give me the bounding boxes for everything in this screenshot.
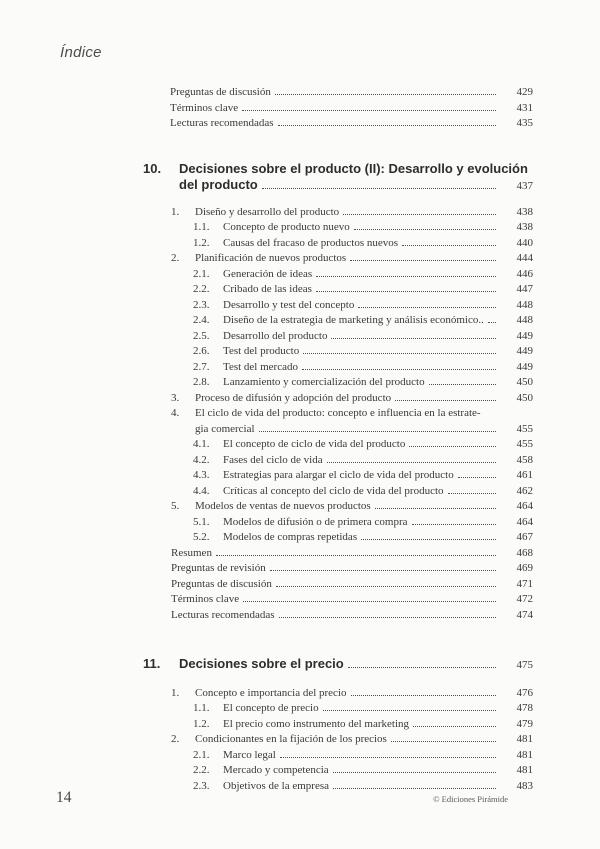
dot-leader [327, 461, 496, 463]
toc-row [179, 656, 533, 674]
entry-page-number: 450 [516, 391, 533, 404]
entry-label: Modelos de compras repetidas [223, 531, 358, 543]
toc-row [171, 748, 533, 764]
dot-leader [395, 399, 496, 401]
chapter-titles [179, 656, 533, 674]
entry-page-number: 450 [516, 376, 533, 388]
toc-row [171, 592, 533, 608]
entry-page-number: 474 [516, 608, 533, 621]
entry-number: 5. [171, 500, 180, 512]
dot-leader [333, 787, 496, 789]
entry-page-number: 461 [516, 469, 533, 481]
entry-label: Críticas al concepto del ciclo de vida del producto [223, 484, 444, 497]
entry-number: 2.7. [193, 360, 210, 373]
entry-label: Modelos de difusión o de primera compra [223, 515, 408, 528]
dot-leader [279, 616, 496, 618]
toc-row [171, 437, 533, 453]
toc-row [171, 484, 533, 500]
toc-row [171, 391, 533, 407]
dot-leader [259, 430, 496, 432]
entry-number: 1.2. [193, 717, 210, 730]
entry-label: Causas del fracaso de productos nuevos [223, 236, 399, 249]
entry-label: Decisiones sobre el producto (II): Desarrollo y evolución [179, 160, 528, 176]
entry-label: El concepto de ciclo de vida del producto [223, 438, 406, 450]
pre-chapter-block [143, 85, 533, 132]
toc-row [171, 701, 533, 717]
entry-number: 4.2. [193, 453, 210, 466]
dot-leader [354, 228, 496, 230]
entry-label: Lecturas recomendadas [170, 117, 274, 129]
toc-row [171, 406, 533, 422]
toc-row [171, 453, 533, 469]
entry-page-number: 447 [516, 283, 533, 295]
entry-page-number: 455 [516, 422, 533, 435]
dot-leader [316, 290, 496, 292]
dot-leader [278, 124, 496, 126]
entry-number: 2.1. [193, 267, 210, 280]
entry-label: Fases del ciclo de vida [223, 453, 323, 466]
entry-page-number: 464 [516, 515, 533, 528]
entry-number: 2.3. [193, 298, 210, 311]
toc-row [171, 608, 533, 624]
dot-leader [270, 569, 496, 571]
entry-page-number: 481 [516, 748, 533, 761]
chapter-number: 11. [143, 656, 161, 671]
entry-page-number: 431 [516, 101, 533, 114]
dot-leader [391, 740, 496, 742]
entry-page-number: 476 [516, 686, 533, 699]
entry-page-number: 483 [516, 779, 533, 792]
entry-label: Test del producto [223, 345, 300, 357]
toc-row [171, 530, 533, 546]
entry-page-number: 437 [516, 180, 533, 192]
dot-leader [280, 756, 496, 758]
dot-leader [316, 275, 496, 277]
entry-page-number: 438 [516, 221, 533, 233]
chapter-entries [143, 205, 533, 624]
entry-page-number: 448 [516, 298, 533, 311]
toc-row [171, 251, 533, 267]
entry-label: Preguntas de discusión [171, 577, 272, 590]
toc-row [171, 732, 533, 748]
dot-leader [361, 538, 496, 540]
entry-number: 4.1. [193, 438, 210, 450]
dot-leader [412, 523, 496, 525]
dot-leader [488, 321, 496, 323]
entry-page-number: 449 [516, 329, 533, 342]
dot-leader [351, 694, 497, 696]
entry-page-number: 479 [516, 717, 533, 730]
entry-page-number: 435 [516, 117, 533, 129]
toc-row [171, 282, 533, 298]
entry-label: Mercado y competencia [223, 764, 329, 776]
chapter-heading-body [143, 161, 533, 195]
dot-leader [429, 383, 496, 385]
toc-row [171, 468, 533, 484]
dot-leader [413, 725, 496, 727]
entry-label: Test del mercado [223, 360, 298, 373]
toc-row [171, 360, 533, 376]
dot-leader [275, 93, 496, 95]
entry-label: Modelos de ventas de nuevos productos [195, 500, 371, 512]
entry-page-number: 468 [516, 546, 533, 559]
toc-row [170, 116, 533, 132]
toc-row [171, 686, 533, 702]
entry-label: Concepto e importancia del precio [195, 686, 347, 699]
dot-leader [333, 771, 496, 773]
entry-label: Desarrollo y test del concepto [223, 298, 355, 311]
entry-label: Desarrollo del producto [223, 329, 328, 342]
entry-page-number: 448 [516, 314, 533, 326]
toc-row [179, 161, 533, 178]
entry-label: El precio como instrumento del marketing [223, 717, 410, 730]
entry-label: Decisiones sobre el precio [179, 656, 344, 671]
entry-page-number: 475 [516, 659, 533, 671]
chapter-heading [143, 161, 533, 195]
entry-label: Diseño de la estrategia de marketing y análisis económico.. [223, 314, 484, 326]
entry-page-number: 464 [516, 500, 533, 512]
entry-page-number: 471 [516, 577, 533, 590]
entry-number: 1. [171, 205, 180, 218]
entry-label: Lecturas recomendadas [171, 608, 275, 621]
entry-label: Estrategias para alargar el ciclo de vida del producto [223, 469, 454, 481]
toc-row [171, 499, 533, 515]
toc-row [171, 763, 533, 779]
entry-label: gia comercial [195, 422, 255, 435]
chapter-number: 10. [143, 160, 162, 176]
dot-leader [242, 109, 496, 111]
toc-row [179, 177, 533, 195]
entry-number: 2.5. [193, 329, 210, 342]
dot-leader [302, 368, 496, 370]
chapter-entries [143, 686, 533, 795]
dot-leader [303, 352, 496, 354]
entry-number: 5.2. [193, 531, 210, 543]
dot-leader [409, 445, 496, 447]
entry-page-number: 478 [516, 702, 533, 714]
dot-leader [348, 666, 496, 668]
toc-row [171, 329, 533, 345]
toc-row [171, 717, 533, 733]
entry-label: Concepto de producto nuevo [223, 221, 350, 233]
toc-row [171, 313, 533, 329]
entry-number: 2. [171, 733, 180, 745]
entry-number: 2.6. [193, 345, 210, 357]
entry-page-number: 469 [516, 562, 533, 574]
entry-label: Cribado de las ideas [223, 283, 312, 295]
toc-row [171, 375, 533, 391]
entry-label: El ciclo de vida del producto: concepto e influencia en la estrate- [195, 407, 481, 419]
toc-row [171, 298, 533, 314]
entry-number: 2.4. [193, 314, 210, 326]
entry-number: 1.1. [193, 221, 210, 233]
dot-leader [331, 337, 496, 339]
entry-number: 5.1. [193, 515, 210, 528]
entry-label: Términos clave [170, 101, 239, 114]
entry-number: 1.2. [193, 236, 210, 249]
entry-page-number: 458 [516, 453, 533, 466]
entry-number: 2.2. [193, 764, 210, 776]
entry-label: El concepto de precio [223, 702, 319, 714]
toc-row [171, 267, 533, 283]
entry-label: Diseño y desarrollo del producto [195, 205, 340, 218]
toc-row [171, 236, 533, 252]
entry-page-number: 438 [516, 205, 533, 218]
toc-row [171, 779, 533, 795]
entry-page-number: 481 [516, 764, 533, 776]
toc-row [170, 85, 533, 101]
toc-row [171, 344, 533, 360]
entry-number: 2.2. [193, 283, 210, 295]
entry-label: Lanzamiento y comercialización del producto [223, 376, 425, 388]
dot-leader [458, 476, 496, 478]
dot-leader [262, 187, 496, 189]
toc-row [171, 220, 533, 236]
dot-leader [323, 709, 496, 711]
entry-label: Condicionantes en la fijación de los precios [195, 733, 387, 745]
entry-number: 2.3. [193, 779, 210, 792]
entry-page-number: 472 [516, 593, 533, 605]
entry-page-number: 467 [516, 531, 533, 543]
entry-label: Resumen [171, 546, 212, 559]
entry-label: Términos clave [171, 593, 240, 605]
entry-label: Preguntas de revisión [171, 562, 266, 574]
entry-page-number: 429 [516, 86, 533, 98]
entry-page-number: 444 [516, 252, 533, 264]
entry-label: Generación de ideas [223, 267, 313, 280]
entry-page-number: 481 [516, 733, 533, 745]
entry-page-number: 462 [516, 484, 533, 497]
entry-page-number: 449 [516, 345, 533, 357]
dot-leader [343, 213, 496, 215]
dot-leader [402, 244, 496, 246]
entry-label: Objetivos de la empresa [223, 779, 329, 792]
running-header: Índice [60, 44, 102, 61]
folio-page-number: 14 [56, 789, 72, 806]
toc-row [171, 577, 533, 593]
entry-number: 1.1. [193, 702, 210, 714]
entry-label: Planificación de nuevos productos [195, 252, 347, 264]
dot-leader [375, 507, 496, 509]
toc-row [171, 546, 533, 562]
entry-number: 3. [171, 391, 180, 404]
chapter-heading-body [143, 656, 533, 674]
entry-page-number: 449 [516, 360, 533, 373]
toc [143, 85, 533, 794]
entry-label: del producto [179, 177, 258, 192]
entry-number: 2.1. [193, 748, 210, 761]
entry-number: 4.3. [193, 469, 210, 481]
toc-row [171, 422, 533, 438]
chapter-heading [143, 656, 533, 674]
dot-leader [276, 585, 496, 587]
dot-leader [243, 600, 496, 602]
toc-row [171, 561, 533, 577]
toc-row [170, 101, 533, 117]
entry-label: Proceso de difusión y adopción del producto [195, 391, 392, 404]
entry-number: 2. [171, 252, 180, 264]
dot-leader [216, 554, 496, 556]
toc-row [171, 515, 533, 531]
entry-page-number: 440 [516, 236, 533, 249]
dot-leader [350, 259, 496, 261]
entry-number: 2.8. [193, 376, 210, 388]
entry-page-number: 455 [516, 438, 533, 450]
dot-leader [358, 306, 496, 308]
entry-number: 4.4. [193, 484, 210, 497]
entry-label: Preguntas de discusión [170, 86, 271, 98]
entry-number: 4. [171, 407, 180, 419]
dot-leader [448, 492, 496, 494]
toc-row [171, 205, 533, 221]
chapter-titles [179, 161, 533, 195]
publisher-credit: © Ediciones Pirámide [433, 794, 508, 804]
entry-number: 1. [171, 686, 180, 699]
entry-label: Marco legal [223, 748, 276, 761]
entry-page-number: 446 [516, 267, 533, 280]
